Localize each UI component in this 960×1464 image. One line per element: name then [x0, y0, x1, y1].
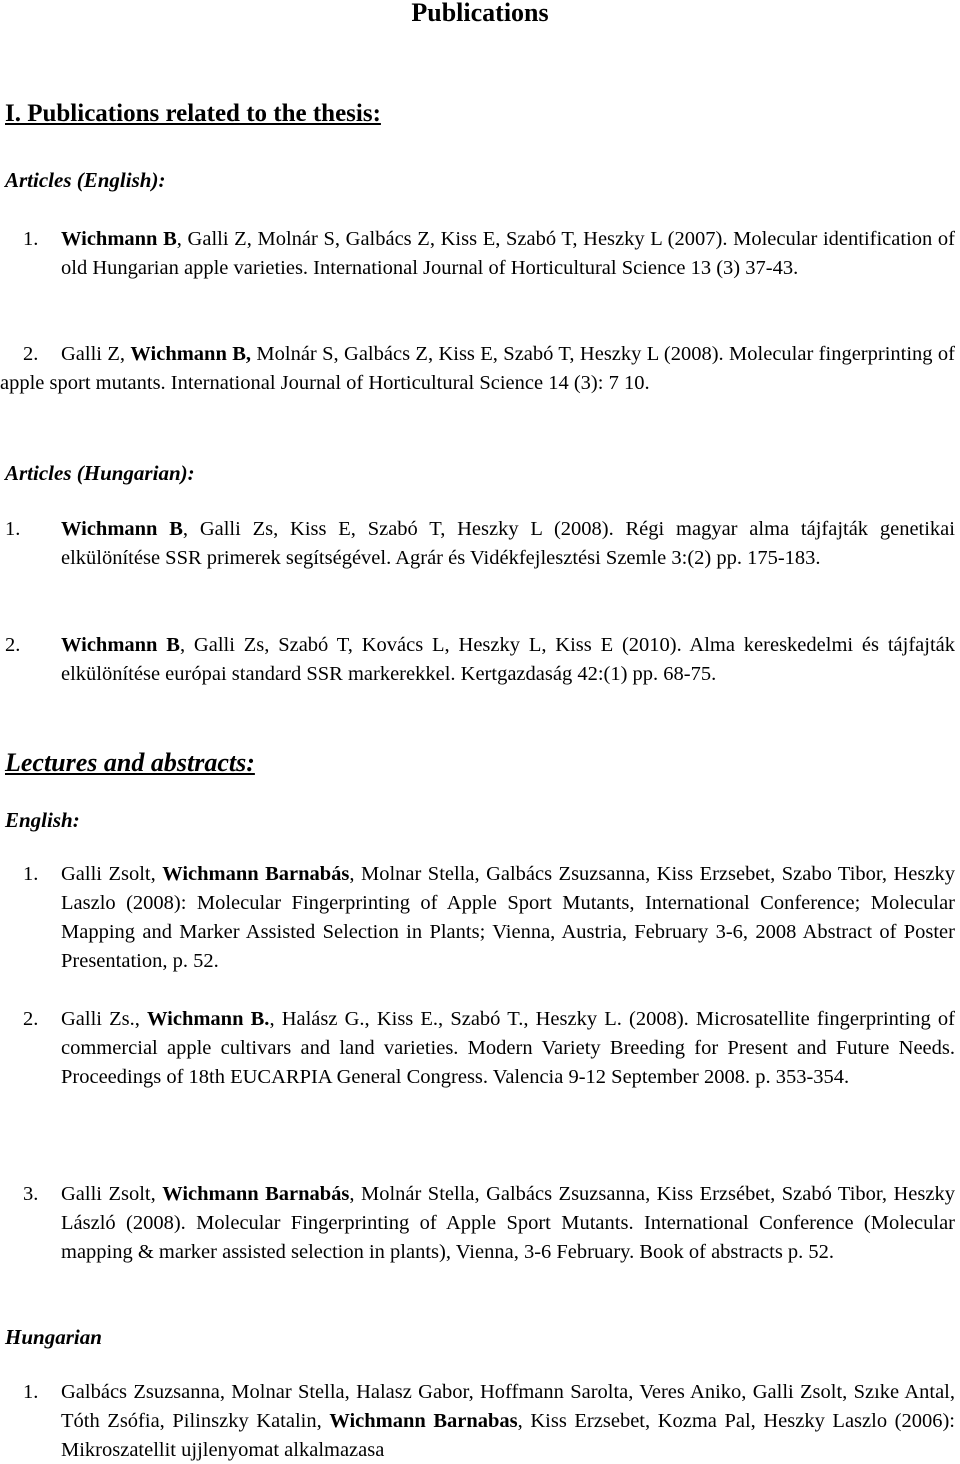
item-text [61, 1180, 955, 1267]
list-item [0, 631, 955, 689]
author-highlight: Wichmann B [61, 518, 183, 540]
citation-rest: , Galli Zs, Szabó T, Kovács L, Heszky L, Kiss E (2010). Alma kereskedelmi és tájfajták elkülönítése európai standard SSR markerekkel. Kertgazdaság 42:(1) pp. 68-75. [61, 634, 955, 685]
articles-hungarian-heading: Articles (Hungarian): [5, 461, 195, 485]
item-number: 3. [23, 1183, 39, 1205]
author-highlight: Wichmann Barnabás [162, 863, 350, 885]
citation-pre: Galli Z, [61, 343, 131, 365]
author-highlight: Wichmann B. [147, 1008, 270, 1030]
list-item [0, 515, 955, 573]
citation-pre: Galli Zs., [61, 1008, 148, 1030]
author-highlight: Wichmann B [61, 634, 180, 656]
author-highlight: Wichmann B [61, 228, 177, 250]
citation-pre: Galli Zsolt, [61, 863, 163, 885]
item-number: 1. [23, 1381, 39, 1403]
articles-english-heading: Articles (English): [5, 168, 166, 192]
item-text [61, 1378, 955, 1464]
citation-rest: Molnár S, Galbács Z, Kiss E, Szabó T, Heszky L (2008). Molecular fingerprinting of apple sport mutants. International Journal of Horticultural Science 14 (3): 7 10. [0, 343, 955, 394]
item-number: 1. [5, 518, 21, 540]
citation-rest: , Galli Zs, Kiss E, Szabó T, Heszky L (2008). Régi magyar alma tájfajták genetikai elkülönítése SSR primerek segítségével. Agrár és Vidékfejlesztési Szemle 3:(2) pp. 175-183. [61, 518, 955, 569]
list-item [0, 1180, 955, 1267]
citation-rest: , Galli Z, Molnár S, Galbács Z, Kiss E, Szabó T, Heszky L (2007). Molecular identification of old Hungarian apple varieties. International Journal of Horticultural Science 13 (3) 37-43. [61, 228, 955, 279]
lectures-hungarian-heading: Hungarian [5, 1325, 102, 1349]
citation-rest: , Halász G., Kiss E., Szabó T., Heszky L. (2008). Microsatellite fingerprinting of commercial apple cultivars and land varieties. Modern Variety Breeding for Present and Future Needs. Proceedings of 18th EUCARPIA General Congress. Valencia 9-12 September 2008. p. 353-354. [61, 1008, 955, 1088]
citation-rest: , Kiss Erzsebet, Kozma Pal, Heszky Laszlo (2006): Mikroszatellit ujjlenyomat alkalmazasa [61, 1410, 956, 1461]
citation-pre: Galbács Zsuzsanna, Molnar Stella, Halasz Gabor, Hoffmann Sarolta, Veres Aniko, Galli Zsolt, Szıke Antal, Tóth Zsófia, Pilinszky Katalin, [61, 1381, 955, 1432]
lectures-english-heading: English: [5, 808, 80, 832]
item-text [61, 225, 955, 283]
author-highlight: Wichmann B, [130, 343, 252, 365]
item-text [61, 1005, 955, 1092]
author-highlight: Wichmann Barnabás [162, 1183, 350, 1205]
section-heading-thesis: I. Publications related to the thesis: [5, 100, 381, 127]
list-item [0, 225, 955, 283]
lectures-heading: Lectures and abstracts: [5, 748, 255, 777]
page-title: Publications [411, 0, 549, 27]
item-number: 2. [23, 1008, 39, 1030]
item-text [61, 631, 955, 689]
item-number: 2. [23, 343, 39, 365]
item-text [61, 860, 955, 976]
citation-rest: , Molnar Stella, Galbács Zsuzsanna, Kiss Erzsebet, Szabo Tibor, Heszky Laszlo (2008): Molecular Fingerprinting of Apple Sport Mutants, International Conference; Molecular Mapping and Marker Assisted Selection in Plants; Vienna, Austria, February 3-6, 2008 Abstract of Poster Presentation, p. 52. [61, 863, 955, 972]
item-number: 2. [5, 634, 21, 656]
list-item [0, 1005, 955, 1092]
item-text [0, 340, 955, 398]
citation-rest: , Molnár Stella, Galbács Zsuzsanna, Kiss Erzsébet, Szabó Tibor, Heszky László (2008). Molecular Fingerprinting of Apple Sport Mutants. International Conference (Molecular mapping & marker assisted selection in plants), Vienna, 3-6 February. Book of abstracts p. 52. [61, 1183, 955, 1263]
list-item [0, 1378, 955, 1464]
list-item [0, 860, 955, 976]
item-number: 1. [23, 863, 39, 885]
author-highlight: Wichmann Barnabas [329, 1410, 518, 1432]
item-number: 1. [23, 228, 39, 250]
item-text [61, 515, 955, 573]
citation-pre: Galli Zsolt, [61, 1183, 163, 1205]
list-item [0, 340, 955, 398]
